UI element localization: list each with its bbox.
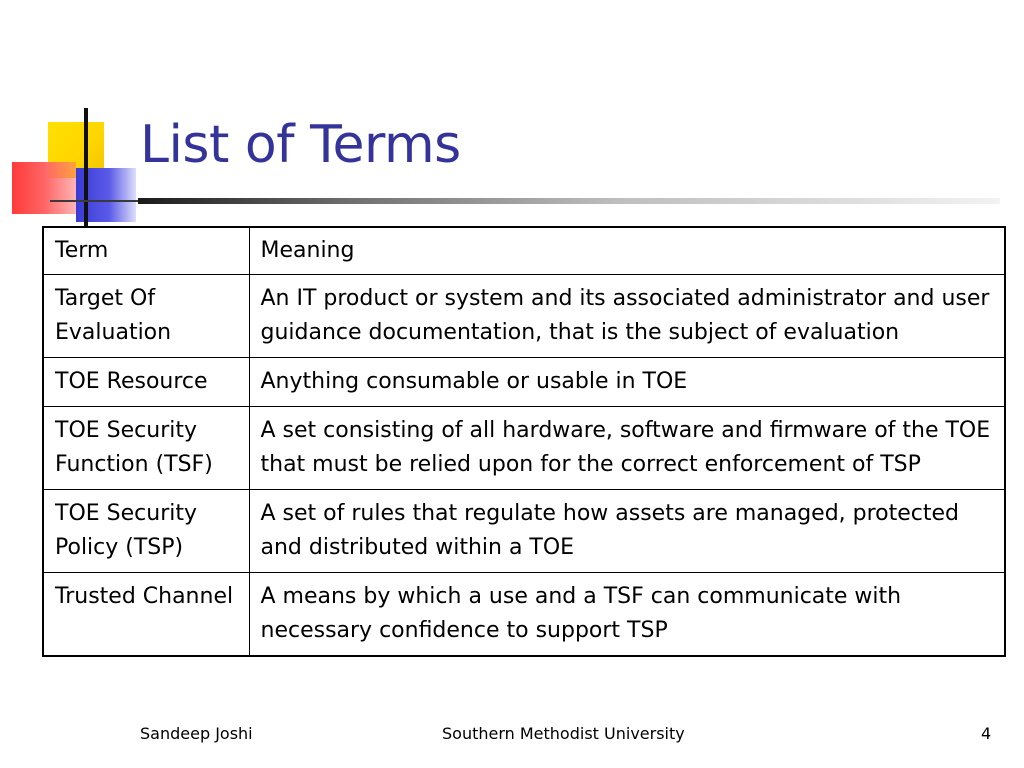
meaning-cell: An IT product or system and its associated administrator and user guidance documentation, that is the subject of evaluation bbox=[249, 275, 1005, 358]
term-cell: TOE Security Function (TSF) bbox=[43, 407, 249, 490]
table-row bbox=[43, 490, 1005, 573]
meaning-cell: A set consisting of all hardware, software and firmware of the TOE that must be relied upon for the correct enforcement of TSP bbox=[249, 407, 1005, 490]
title-underline-rule bbox=[138, 198, 1000, 204]
footer-organization: Southern Methodist University bbox=[442, 724, 685, 743]
footer-author: Sandeep Joshi bbox=[140, 724, 253, 743]
logo-horizontal-line bbox=[50, 200, 140, 202]
table-row bbox=[43, 275, 1005, 358]
meaning-cell: A means by which a use and a TSF can communicate with necessary confidence to support TSP bbox=[249, 573, 1005, 657]
table-header-row bbox=[43, 227, 1005, 275]
meaning-cell: A set of rules that regulate how assets are managed, protected and distributed within a TOE bbox=[249, 490, 1005, 573]
header-meaning: Meaning bbox=[249, 227, 1005, 275]
logo-vertical-line bbox=[84, 108, 88, 228]
logo-red-square bbox=[12, 162, 76, 214]
header-term: Term bbox=[43, 227, 249, 275]
term-cell: Trusted Channel bbox=[43, 573, 249, 657]
footer-page-number: 4 bbox=[981, 724, 992, 743]
term-cell: TOE Security Policy (TSP) bbox=[43, 490, 249, 573]
slide-logo-decoration bbox=[0, 0, 140, 230]
table-row bbox=[43, 573, 1005, 657]
meaning-cell: Anything consumable or usable in TOE bbox=[249, 358, 1005, 407]
table-row bbox=[43, 358, 1005, 407]
term-cell: TOE Resource bbox=[43, 358, 249, 407]
table-row bbox=[43, 407, 1005, 490]
terms-table bbox=[42, 226, 1006, 657]
term-cell: Target Of Evaluation bbox=[43, 275, 249, 358]
slide-title: List of Terms bbox=[140, 115, 461, 175]
